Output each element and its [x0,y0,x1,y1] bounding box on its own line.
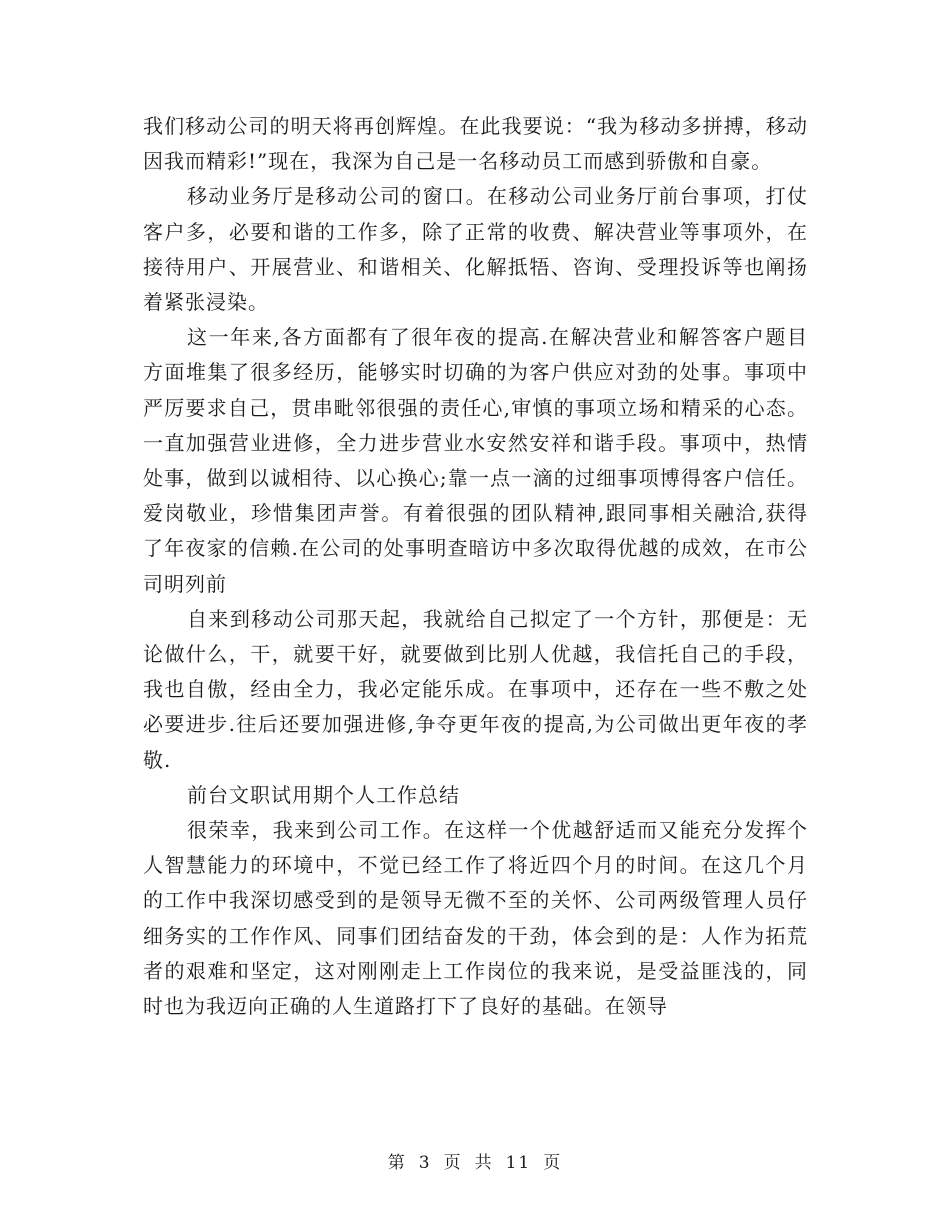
section-paragraph: 很荣幸，我来到公司工作。在这样一个优越舒适而又能充分发挥个人智慧能力的环境中，不觉已经工作了将近四个月的时间。在这几个月的工作中我深切感受到的是领导无微不至的关怀、公司两级管理人员仔细务实的工作作风、同事们团结奋发的干劲，体会到的是：人作为拓荒者的艰难和坚定，这对刚刚走上工作岗位的我来说，是受益匪浅的，同时也为我迈向正确的人生道路打下了良好的基础。在领导 [143,818,808,1019]
paragraph-3: 这一年来,各方面都有了很年夜的提高.在解决营业和解答客户题目方面堆集了很多经历，能够实时切确的为客户供应对劲的处事。事项中严厉要求自己，贯串毗邻很强的责任心,审慎的事项立场和精采的心态。一直加强营业进修，全力进步营业水安然安祥和谐手段。事项中，热情处事，做到以诚相待、以心换心;靠一点一滴的过细事项博得客户信任。爱岗敬业，珍惜集团声誉。有着很强的团队精神,跟同事相关融洽,获得了年夜家的信赖.在公司的处事明查暗访中多次取得优越的成效，在市公司明列前 [143,325,808,596]
paragraph-2: 移动业务厅是移动公司的窗口。在移动公司业务厅前台事项，打仗客户多，必要和谐的工作多，除了正常的收费、解决营业等事项外，在接待用户、开展营业、和谐相关、化解抵牾、咨询、受理投诉等也阐扬着紧张浸染。 [143,184,808,315]
paragraph-4: 自来到移动公司那天起，我就给自己拟定了一个方针，那便是：无论做什么，干，就要干好，就要做到比别人优越，我信托自己的手段，我也自傲，经由全力，我必定能乐成。在事项中，还存在一些不敷之处必要进步.往后还要加强进修,争夺更年夜的提高,为公司做出更年夜的孝敬. [143,606,808,772]
footer-page-word: 页 [443,1153,463,1173]
section-title: 前台文职试用期个人工作总结 [187,782,460,807]
footer-prefix: 第 [387,1153,407,1173]
footer-current-page: 3 [418,1153,432,1173]
page-footer [0,1148,950,1173]
paragraph-1: 我们移动公司的明天将再创辉煌。在此我要说：“我为移动多拼搏，移动因我而精彩!”现在，我深为自己是一名移动员工而感到骄傲和自豪。 [143,114,808,174]
footer-total-word: 共 [474,1153,494,1173]
document-body [143,109,808,1024]
footer-suffix: 页 [543,1153,563,1173]
footer-total-pages: 11 [505,1153,532,1173]
